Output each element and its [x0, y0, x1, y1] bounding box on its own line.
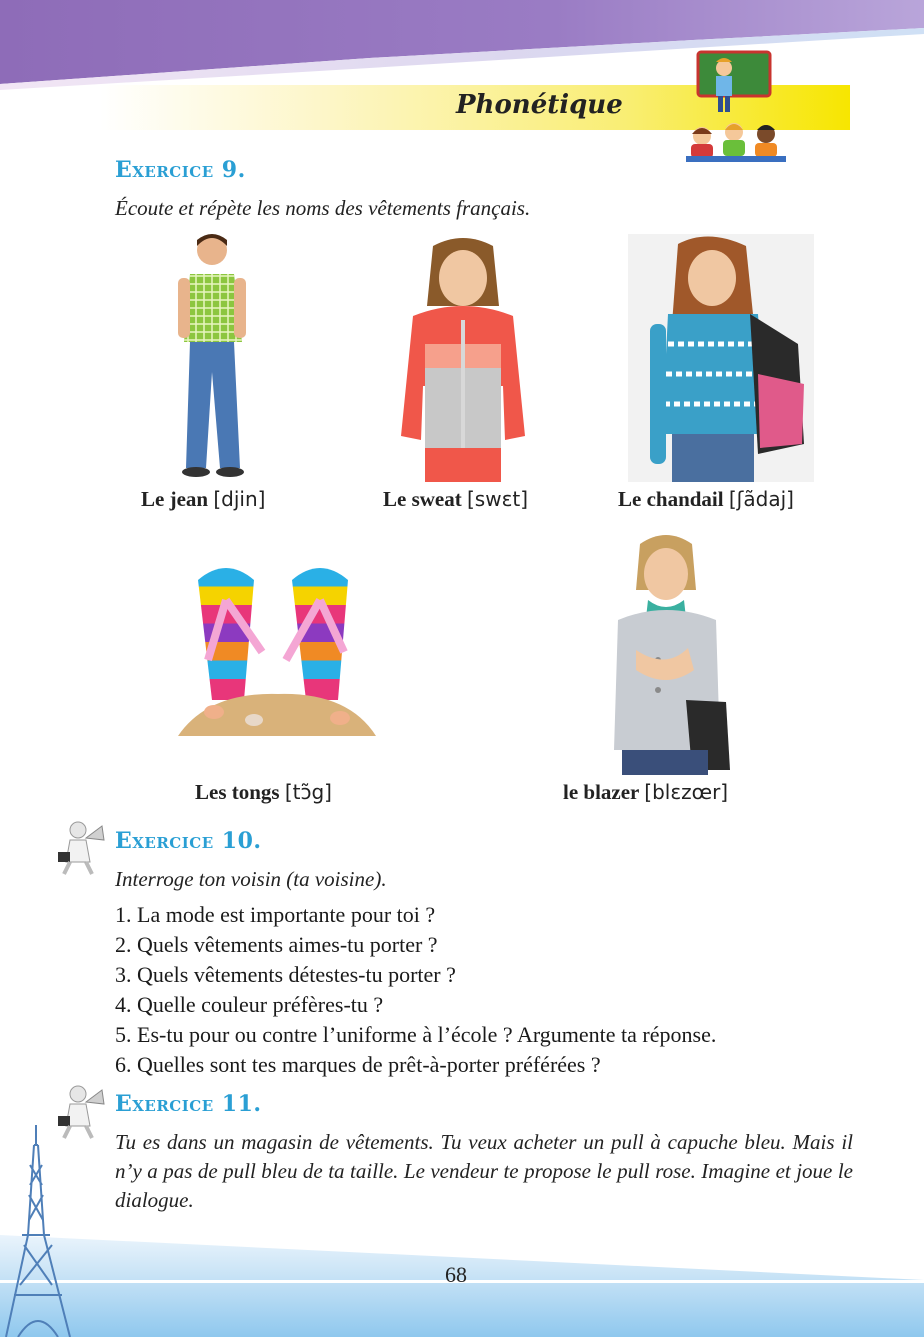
word-tongs: Les tongs	[195, 780, 280, 804]
word-chandail: Le chandail	[618, 487, 724, 511]
caption-jean	[141, 487, 265, 512]
ipa-sweat: [swɛt]	[466, 487, 529, 511]
word-sweat: Le sweat	[383, 487, 462, 511]
word-blazer: le blazer	[563, 780, 640, 804]
caption-chandail	[618, 487, 794, 512]
boy-jeans-photo	[160, 232, 260, 482]
exercise-10-instruction: Interroge ton voisin (ta voisine).	[115, 867, 387, 891]
girl-sweat-photo	[393, 236, 533, 482]
list-item: 1. La mode est importante pour toi ?	[115, 902, 436, 927]
ipa-jean: [djin]	[213, 487, 266, 511]
page-number: 68	[445, 1262, 467, 1287]
exercise-11-text: Tu es dans un magasin de vêtements. Tu veux acheter un pull à capuche bleu. Mais il n’y a pas de pull bleu de ta taille. Le vendeur te propose le pull rose. Imagine et joue le dialogue.	[115, 1130, 853, 1212]
exercise-9-instruction: Écoute et répète les noms des vêtements français.	[115, 196, 531, 220]
ipa-chandail: [ʃãdaj]	[728, 487, 794, 511]
ipa-tongs: [tɔ̃g]	[284, 780, 332, 804]
classroom-illustration	[686, 48, 786, 168]
exercise-10-title: Exercice 10.	[115, 828, 262, 854]
list-item: 5. Es-tu pour ou contre l’uniforme à l’école ? Argumente ta réponse.	[115, 1022, 717, 1047]
list-item: 4. Quelle couleur préfères-tu ?	[115, 992, 384, 1017]
flip-flops-photo	[178, 560, 378, 748]
list-item: 2. Quels vêtements aimes-tu porter ?	[115, 932, 438, 957]
ipa-blazer: [blɛzœr]	[644, 780, 729, 804]
caption-blazer	[563, 780, 728, 805]
word-jean: Le jean	[141, 487, 209, 511]
caption-sweat	[383, 487, 528, 512]
list-item: 6. Quelles sont tes marques de prêt-à-porter préférées ?	[115, 1052, 601, 1077]
question-list	[115, 900, 716, 1080]
megaphone-person-icon	[50, 818, 108, 876]
list-item: 3. Quels vêtements détestes-tu porter ?	[115, 962, 456, 987]
girl-blazer-photo	[596, 530, 736, 775]
section-title: Phonétique	[456, 90, 623, 120]
exercise-9-title: Exercice 9.	[115, 157, 246, 183]
caption-tongs	[195, 780, 332, 805]
exercise-11-title: Exercice 11.	[115, 1091, 262, 1117]
eiffel-tower-icon	[0, 1125, 100, 1337]
girl-chandail-photo	[628, 234, 814, 482]
